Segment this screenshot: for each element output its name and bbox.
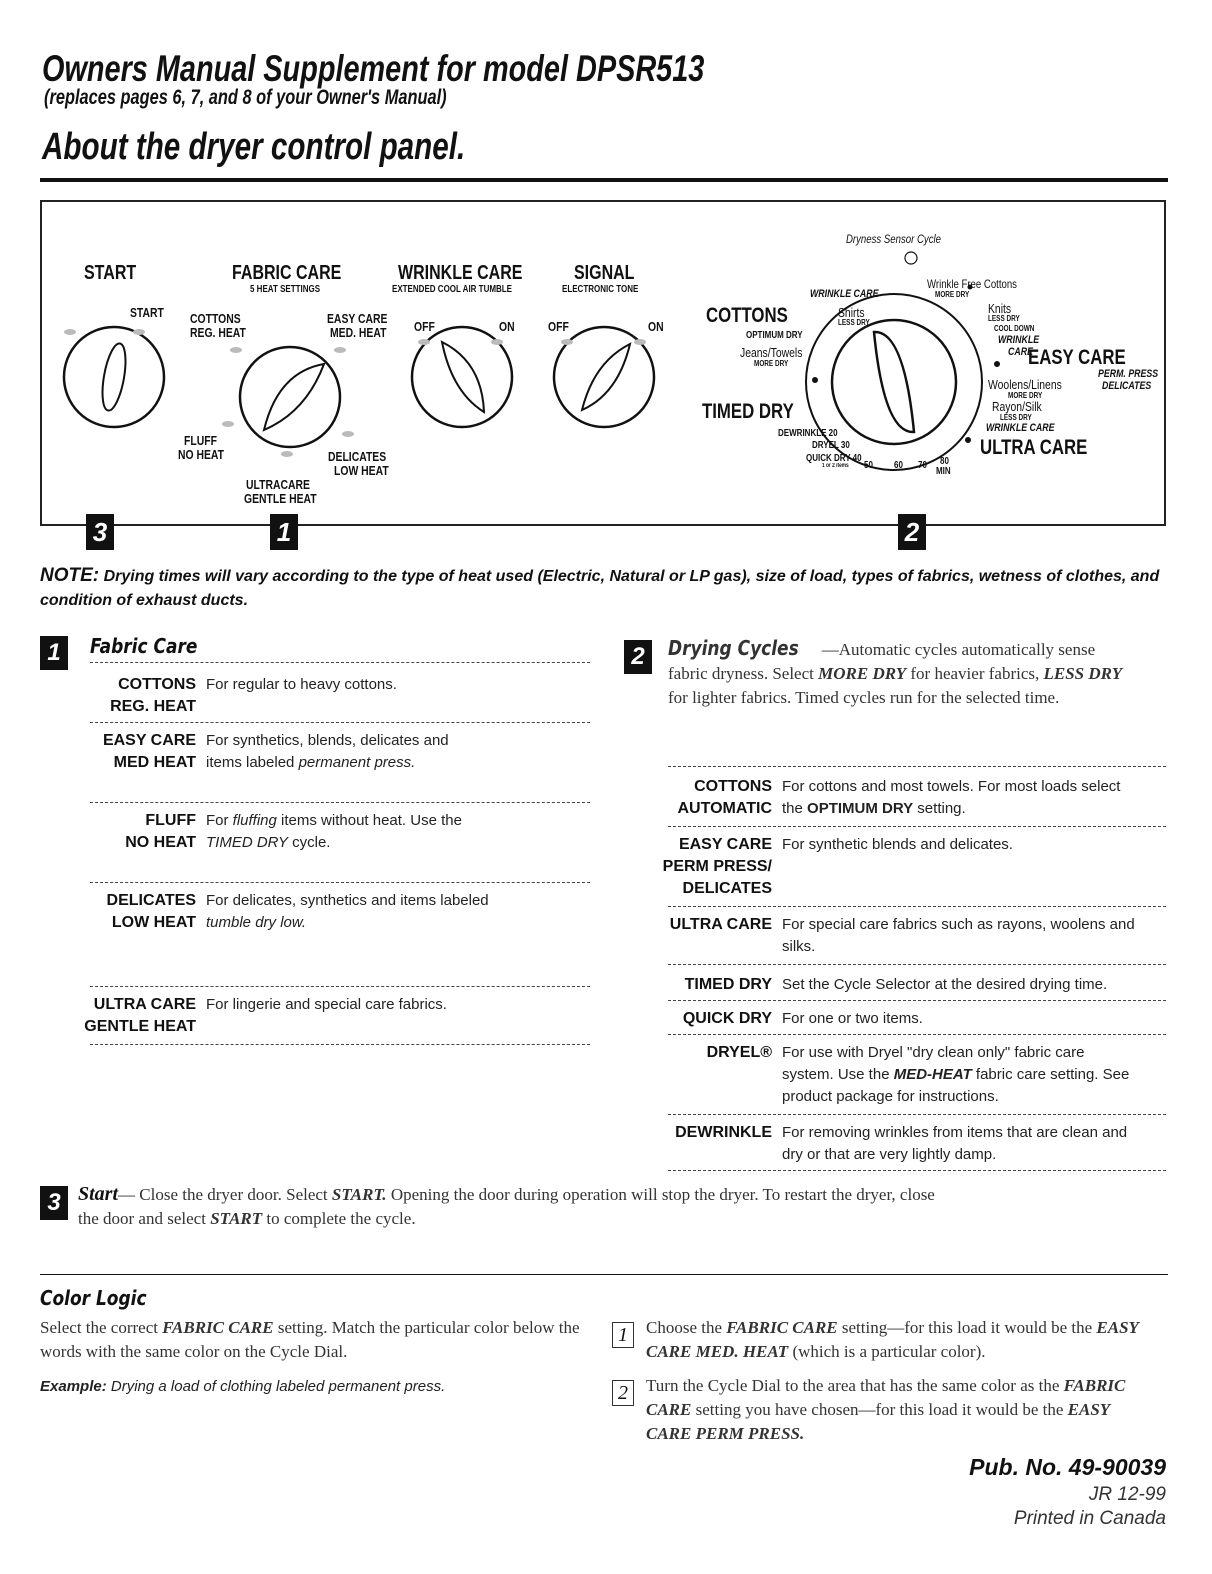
dial-care: CARE	[1008, 346, 1033, 358]
dial-shirts: Shirts	[838, 305, 865, 320]
intro-part: for lighter fabrics. Timed cycles run for the selected time.	[668, 688, 1060, 707]
color-logic-step-2	[646, 1374, 1156, 1446]
text-bold: EASY CARE MED. HEAT	[646, 1318, 1139, 1361]
text-bold: FABRIC CARE	[162, 1318, 274, 1337]
dial-ultra-care: ULTRA CARE	[980, 436, 1088, 459]
fabric-desc	[206, 730, 476, 774]
text-part: (which is a particular color).	[788, 1342, 986, 1361]
fabric-desc: For regular to heavy cottons.	[206, 676, 397, 693]
dial-more-dry-2: MORE DRY	[754, 359, 789, 368]
intro-part: for heavier fabrics,	[906, 664, 1044, 683]
dryness-sensor-label: Dryness Sensor Cycle	[846, 232, 941, 246]
desc-italic: fluffing	[232, 812, 277, 829]
desc-part: For	[206, 812, 233, 829]
section-title: About the dryer control panel.	[42, 126, 466, 168]
drying-term: DEWRINKLE	[675, 1124, 772, 1141]
desc-part: setting.	[913, 800, 966, 817]
dial-easy-care: EASY CARE	[1028, 346, 1126, 369]
signal-off: OFF	[548, 319, 569, 334]
start-section-text: Start— Close the dryer door. Select START. Opening the door during operation will stop the dryer. To restart the dryer, close the door and select START to complete the cycle.	[78, 1183, 935, 1228]
fabric-desc	[206, 810, 506, 854]
document-subtitle: (replaces pages 6, 7, and 8 of your Owner's Manual)	[44, 86, 447, 109]
divider	[668, 1170, 1166, 1171]
dial-t60: 60	[894, 460, 903, 471]
dial-timed-dry: TIMED DRY	[702, 400, 794, 423]
divider	[668, 1034, 1166, 1035]
text-part: Opening the door during operation will stop the dryer. To restart the dryer, close the door and select	[78, 1185, 935, 1228]
fabric-cottons: COTTONS	[190, 311, 241, 326]
dial-t70: 70	[918, 460, 927, 471]
dial-perm-press: PERM. PRESS	[1098, 368, 1159, 380]
signal-heading: SIGNAL	[574, 262, 635, 284]
dial-cottons: COTTONS	[706, 304, 788, 327]
drying-term: COTTONS AUTOMATIC	[677, 778, 772, 817]
text-bold: START.	[331, 1185, 387, 1204]
desc-italic: tumble dry low.	[206, 914, 307, 931]
drying-intro: Drying Cycles —Automatic cycles automatically sense fabric dryness. Select MORE DRY for heavier fabrics, LESS DRY for lighter fabrics. Timed cycles run for the selected time.	[668, 636, 1123, 707]
wrinkle-on: ON	[499, 319, 515, 334]
dial-quick-note: 1 or 2 items	[822, 463, 849, 469]
signal-on: ON	[648, 319, 664, 334]
fabric-med-heat: MED. HEAT	[330, 325, 387, 340]
wrinkle-off: OFF	[414, 319, 435, 334]
drying-desc: For special care fabrics such as rayons, woolens and silks.	[782, 916, 1135, 955]
fabric-term	[60, 730, 196, 774]
desc-bold: MED-HEAT	[893, 1066, 972, 1083]
text-bold: FABRIC CARE	[646, 1376, 1126, 1419]
callout-badge-2: 2	[898, 514, 926, 550]
fabric-term-1: COTTONS	[118, 676, 196, 693]
color-logic-example	[40, 1376, 580, 1398]
example-label: Example:	[40, 1378, 107, 1395]
document-title: Owners Manual Supplement for model DPSR513	[42, 48, 705, 89]
dial-min: MIN	[936, 466, 951, 477]
signal-sub: ELECTRONIC TONE	[562, 284, 639, 295]
start-section-title: Start	[78, 1183, 119, 1205]
wrinkle-care-sub: EXTENDED COOL AIR TUMBLE	[392, 284, 513, 295]
drying-desc	[782, 1042, 1132, 1108]
dial-wrinkle-free: Wrinkle Free Cottons	[927, 277, 1017, 291]
text-part: Turn the Cycle Dial to the area that has the same color as the	[646, 1376, 1064, 1395]
drying-desc: For synthetic blends and delicates.	[782, 836, 1013, 853]
text-bold: FABRIC CARE	[726, 1318, 838, 1337]
divider	[90, 1044, 590, 1045]
dial-wrinkle-care: WRINKLE CARE	[810, 288, 879, 300]
example-text: Drying a load of clothing labeled permanent press.	[106, 1378, 446, 1395]
divider	[90, 986, 590, 987]
dial-wrinkle-2: WRINKLE	[998, 334, 1040, 346]
fabric-easy-care: EASY CARE	[327, 311, 388, 326]
fabric-care-sub: 5 HEAT SETTINGS	[250, 284, 321, 295]
intro-bold: MORE DRY	[818, 664, 907, 683]
divider	[668, 964, 1166, 965]
fabric-term-2: LOW HEAT	[111, 914, 196, 931]
fabric-gentle-heat: GENTLE HEAT	[244, 491, 317, 506]
color-logic-title: Color Logic	[40, 1286, 147, 1310]
intro-bold: LESS DRY	[1043, 664, 1123, 683]
dial-wrinkle-care-3: WRINKLE CARE	[986, 422, 1055, 434]
drying-term: ULTRA CARE	[669, 916, 772, 933]
fabric-term	[60, 994, 196, 1038]
fabric-term-2: GENTLE HEAT	[84, 1018, 196, 1035]
color-logic-rule	[40, 1274, 1168, 1275]
text-part: Close the dryer door. Select	[139, 1185, 332, 1204]
dial-less-dry-1: LESS DRY	[838, 318, 870, 327]
pub-code: JR 12-99	[1088, 1484, 1166, 1505]
text-part: Choose the	[646, 1318, 727, 1337]
desc-italic: permanent press.	[298, 754, 416, 771]
fabric-no-heat: NO HEAT	[178, 447, 225, 462]
control-panel-diagram	[40, 200, 1166, 526]
dial-rayon: Rayon/Silk	[992, 399, 1042, 414]
fabric-desc	[206, 890, 506, 934]
pub-number: Pub. No. 49-90039	[969, 1454, 1166, 1480]
dial-less-dry-3: LESS DRY	[1000, 413, 1032, 422]
desc-italic: TIMED DRY	[206, 834, 288, 851]
fabric-low-heat: LOW HEAT	[334, 463, 389, 478]
divider	[668, 906, 1166, 907]
desc-part: For delicates, synthetics and items labeled	[206, 892, 489, 909]
dial-less-dry-2: LESS DRY	[988, 314, 1020, 323]
knobs-drawing	[42, 202, 1164, 524]
fabric-reg-heat: REG. HEAT	[190, 325, 246, 340]
color-logic-step-1	[646, 1316, 1156, 1364]
desc-part: For synthetics, blends, delicates and items labeled	[206, 732, 449, 771]
start-heading: START	[84, 262, 137, 284]
dial-cool-down: COOL DOWN	[994, 324, 1035, 333]
divider	[668, 826, 1166, 827]
callout-badge-3: 3	[86, 514, 114, 550]
dial-more-dry-3: MORE DRY	[1008, 391, 1043, 400]
wrinkle-care-heading: WRINKLE CARE	[398, 262, 523, 284]
header-rule	[40, 178, 1168, 182]
drying-desc: For one or two items.	[782, 1010, 923, 1027]
start-knob	[64, 327, 164, 427]
divider	[90, 662, 590, 663]
dial-optimum: OPTIMUM DRY	[746, 330, 803, 341]
note	[40, 564, 1170, 613]
drying-term: EASY CARE PERM PRESS/ DELICATES	[662, 836, 772, 897]
divider	[668, 1000, 1166, 1001]
drying-section-badge: 2	[624, 640, 652, 674]
text-bold: EASY CARE PERM PRESS.	[646, 1400, 1110, 1443]
fabric-fluff: FLUFF	[184, 433, 217, 448]
indicator-dots	[64, 329, 646, 457]
start-knob-label: START	[130, 305, 164, 320]
text-bold: START	[210, 1209, 263, 1228]
text-part: to complete the cycle.	[262, 1209, 416, 1228]
desc-part: For use with Dryel "dry clean only" fabric care system. Use the	[782, 1044, 1085, 1083]
fabric-ultracare: ULTRACARE	[246, 477, 310, 492]
drying-desc: Set the Cycle Selector at the desired drying time.	[782, 976, 1108, 993]
desc-part: cycle.	[287, 834, 331, 851]
intro-part: Automatic cycles automatically sense fabric dryness. Select	[668, 640, 1096, 683]
drying-section-title: Drying Cycles	[668, 636, 799, 660]
dial-quick-dry: QUICK DRY 40	[806, 453, 862, 464]
text-part: Select the correct	[40, 1318, 163, 1337]
text-part: setting—for this load it would be the	[837, 1318, 1097, 1337]
fabric-term	[60, 810, 196, 854]
fabric-term-1: ULTRA CARE	[93, 996, 196, 1013]
dial-dryel: DRYEL 30	[812, 440, 850, 451]
drying-term: TIMED DRY	[684, 976, 772, 993]
start-section-badge: 3	[40, 1186, 68, 1220]
fabric-term	[60, 674, 196, 718]
dial-jeans: Jeans/Towels	[740, 345, 803, 360]
text-part: setting. Match the particular color below the words with the same color on the Cycle Dial.	[40, 1318, 580, 1361]
dial-delicates: DELICATES	[1102, 380, 1152, 392]
divider	[668, 1114, 1166, 1115]
fabric-delicates: DELICATES	[328, 449, 387, 464]
divider	[668, 766, 1166, 767]
desc-part: items without heat. Use the	[276, 812, 462, 829]
dial-more-dry-1: MORE DRY	[935, 290, 970, 299]
dial-dewrinkle: DEWRINKLE 20	[778, 428, 838, 439]
fabric-term-2: NO HEAT	[125, 834, 196, 851]
fabric-term-2: MED HEAT	[113, 754, 196, 771]
fabric-term-1: DELICATES	[106, 892, 196, 909]
step-2-number: 2	[612, 1380, 634, 1406]
printed-in: Printed in Canada	[1013, 1508, 1166, 1529]
fabric-term-1: EASY CARE	[102, 732, 196, 749]
drying-desc	[782, 776, 1142, 820]
drying-term: DRYEL®	[706, 1044, 772, 1061]
drying-desc: For removing wrinkles from items that are clean and dry or that are very lightly damp.	[782, 1124, 1128, 1163]
fabric-term-1: FLUFF	[145, 812, 196, 829]
fabric-desc: For lingerie and special care fabrics.	[206, 996, 447, 1013]
dial-t80: 80	[940, 456, 949, 467]
desc-part: For cottons and most towels. For most loads select the	[782, 778, 1121, 817]
fabric-section-title: Fabric Care	[90, 634, 198, 658]
drying-term: QUICK DRY	[682, 1010, 772, 1027]
divider	[90, 882, 590, 883]
desc-bold: OPTIMUM DRY	[807, 800, 914, 817]
fabric-care-heading: FABRIC CARE	[232, 262, 342, 284]
divider	[90, 722, 590, 723]
step-1-number: 1	[612, 1322, 634, 1348]
text-part: setting you have chosen—for this load it would be the	[691, 1400, 1068, 1419]
dial-t50: 50	[864, 460, 873, 471]
note-text: Drying times will vary according to the type of heat used (Electric, Natural or LP gas), size of load, types of fabrics, wetness of clothes, and condition of exhaust ducts.	[40, 568, 1160, 609]
fabric-section-badge: 1	[40, 636, 68, 670]
color-logic-intro	[40, 1316, 580, 1364]
dial-woolens: Woolens/Linens	[988, 377, 1062, 392]
fabric-term-2: REG. HEAT	[110, 698, 196, 715]
fabric-care-knob	[240, 347, 340, 447]
dial-knits: Knits	[988, 301, 1012, 316]
callout-badge-1: 1	[270, 514, 298, 550]
note-label: NOTE:	[40, 565, 100, 586]
desc-part: fabric care setting. See product package for instructions.	[782, 1066, 1130, 1105]
divider	[90, 802, 590, 803]
fabric-term	[60, 890, 196, 934]
